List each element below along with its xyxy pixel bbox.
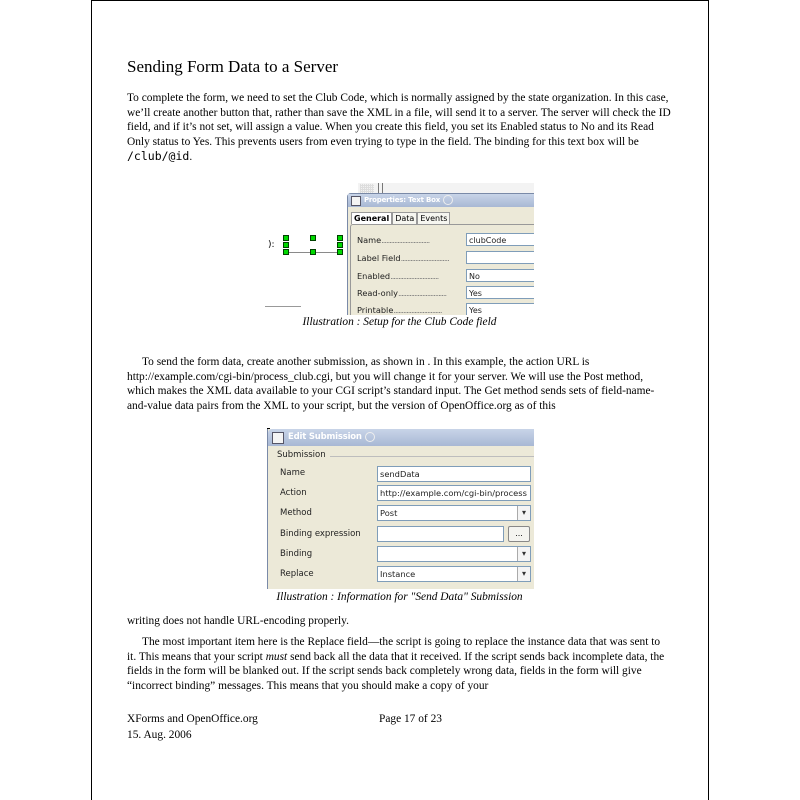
section-heading: Sending Form Data to a Server bbox=[127, 57, 339, 76]
help-icon bbox=[365, 432, 375, 442]
binding-code: /club/@id bbox=[127, 149, 190, 164]
selection-handle[interactable] bbox=[337, 249, 343, 255]
action-input[interactable]: http://example.com/cgi-bin/process bbox=[377, 485, 531, 501]
footer-title: XForms and OpenOffice.org bbox=[127, 713, 258, 725]
label-field-input[interactable] bbox=[466, 251, 534, 264]
selection-handle[interactable] bbox=[310, 235, 316, 241]
tab-general[interactable]: General bbox=[351, 212, 392, 224]
action-label: Action bbox=[280, 488, 307, 498]
selection-handle[interactable] bbox=[283, 249, 289, 255]
paragraph-intro: To complete the form, we need to set the Club Code, which is normally assigned by the state organization. In this case, we’ll create another button that, rather than save the XML in a file, will send it to a server. The server will check the ID field, and if it’s not set, will assign a value. When you create this field, you set its Enabled status to No and its Read Only status to Yes. This prevents users from even trying to type in the field. The binding for this text box will be /club/@id. bbox=[127, 92, 671, 164]
illustration-edit-submission bbox=[267, 429, 534, 589]
dialog-titlebar[interactable]: Properties: Text Box bbox=[348, 194, 534, 207]
properties-dialog bbox=[347, 193, 534, 315]
help-icon bbox=[443, 195, 453, 205]
footer-page-number: Page 17 of 23 bbox=[379, 713, 442, 725]
selection-handle[interactable] bbox=[283, 235, 289, 241]
dialog-titlebar[interactable]: Edit Submission bbox=[268, 429, 534, 446]
binding-expression-label: Binding expression bbox=[280, 529, 361, 539]
selection-handle[interactable] bbox=[310, 249, 316, 255]
group-divider bbox=[328, 456, 534, 457]
paragraph-submission: To send the form data, create another submission, as shown in . In this example, the action URL is http://example.com/cgi-bin/process_club.cgi, but you will change it for your server. We will use the Post method, which makes the XML data available to your CGI script’s standard input. The Get method sends sets of field-name-and-value data pairs from the XML to your script, but the version of OpenOffice.org as of this bbox=[127, 356, 655, 412]
document-icon bbox=[272, 432, 284, 444]
property-label-label-field: Label Field.............................. bbox=[357, 253, 449, 263]
replace-label: Replace bbox=[280, 569, 314, 579]
document-icon bbox=[351, 196, 361, 206]
divider bbox=[265, 306, 301, 307]
selection-handle[interactable] bbox=[283, 242, 289, 248]
tab-bar bbox=[351, 212, 450, 224]
edit-submission-dialog bbox=[267, 429, 534, 589]
submission-group-label: Submission bbox=[277, 450, 330, 460]
caption-submission: Illustration : Information for "Send Data" Submission bbox=[276, 591, 523, 603]
name-field[interactable]: clubCode bbox=[466, 233, 534, 246]
paragraph-replace: The most important item here is the Replace field—the script is going to replace the instance data that was sent to it. This means that your script must send back all the data that it received. If the script sends back incomplete data, the fields in the form will be blanked out. If the script sends back completely wrong data, fields in the form will give “incorrect binding” messages. This means that you should make a copy of your bbox=[127, 636, 665, 692]
tab-data[interactable]: Data bbox=[392, 212, 417, 224]
property-label-printable: Printable.............................. bbox=[357, 305, 442, 315]
selection-handle[interactable] bbox=[337, 235, 343, 241]
readonly-select[interactable]: Yes bbox=[466, 286, 534, 299]
browse-button[interactable]: ... bbox=[508, 526, 530, 542]
tab-events[interactable]: Events bbox=[417, 212, 450, 224]
paragraph-url-encoding: writing does not handle URL-encoding properly. bbox=[127, 615, 349, 627]
name-input[interactable]: sendData bbox=[377, 466, 531, 482]
method-select[interactable]: Post ▾ bbox=[377, 505, 531, 521]
general-tab-panel bbox=[350, 224, 534, 315]
property-label-name: Name.............................. bbox=[357, 235, 430, 245]
form-label-fragment: ): bbox=[268, 240, 275, 250]
footer-date: 15. Aug. 2006 bbox=[127, 729, 192, 741]
selection-handle[interactable] bbox=[337, 242, 343, 248]
replace-select[interactable]: Instance ▾ bbox=[377, 566, 531, 582]
printable-select[interactable]: Yes bbox=[466, 303, 534, 315]
property-label-enabled: Enabled.............................. bbox=[357, 271, 439, 281]
enabled-select[interactable]: No bbox=[466, 269, 534, 282]
illustration-club-code bbox=[260, 183, 534, 315]
binding-expression-input[interactable] bbox=[377, 526, 504, 542]
emphasis: must bbox=[265, 650, 288, 663]
binding-select[interactable] bbox=[377, 546, 531, 562]
name-label: Name bbox=[280, 468, 306, 478]
caption-club-code: Illustration : Setup for the Club Code field bbox=[302, 316, 497, 328]
method-label: Method bbox=[280, 508, 312, 518]
binding-label: Binding bbox=[280, 549, 313, 559]
property-label-readonly: Read-only.............................. bbox=[357, 288, 447, 298]
